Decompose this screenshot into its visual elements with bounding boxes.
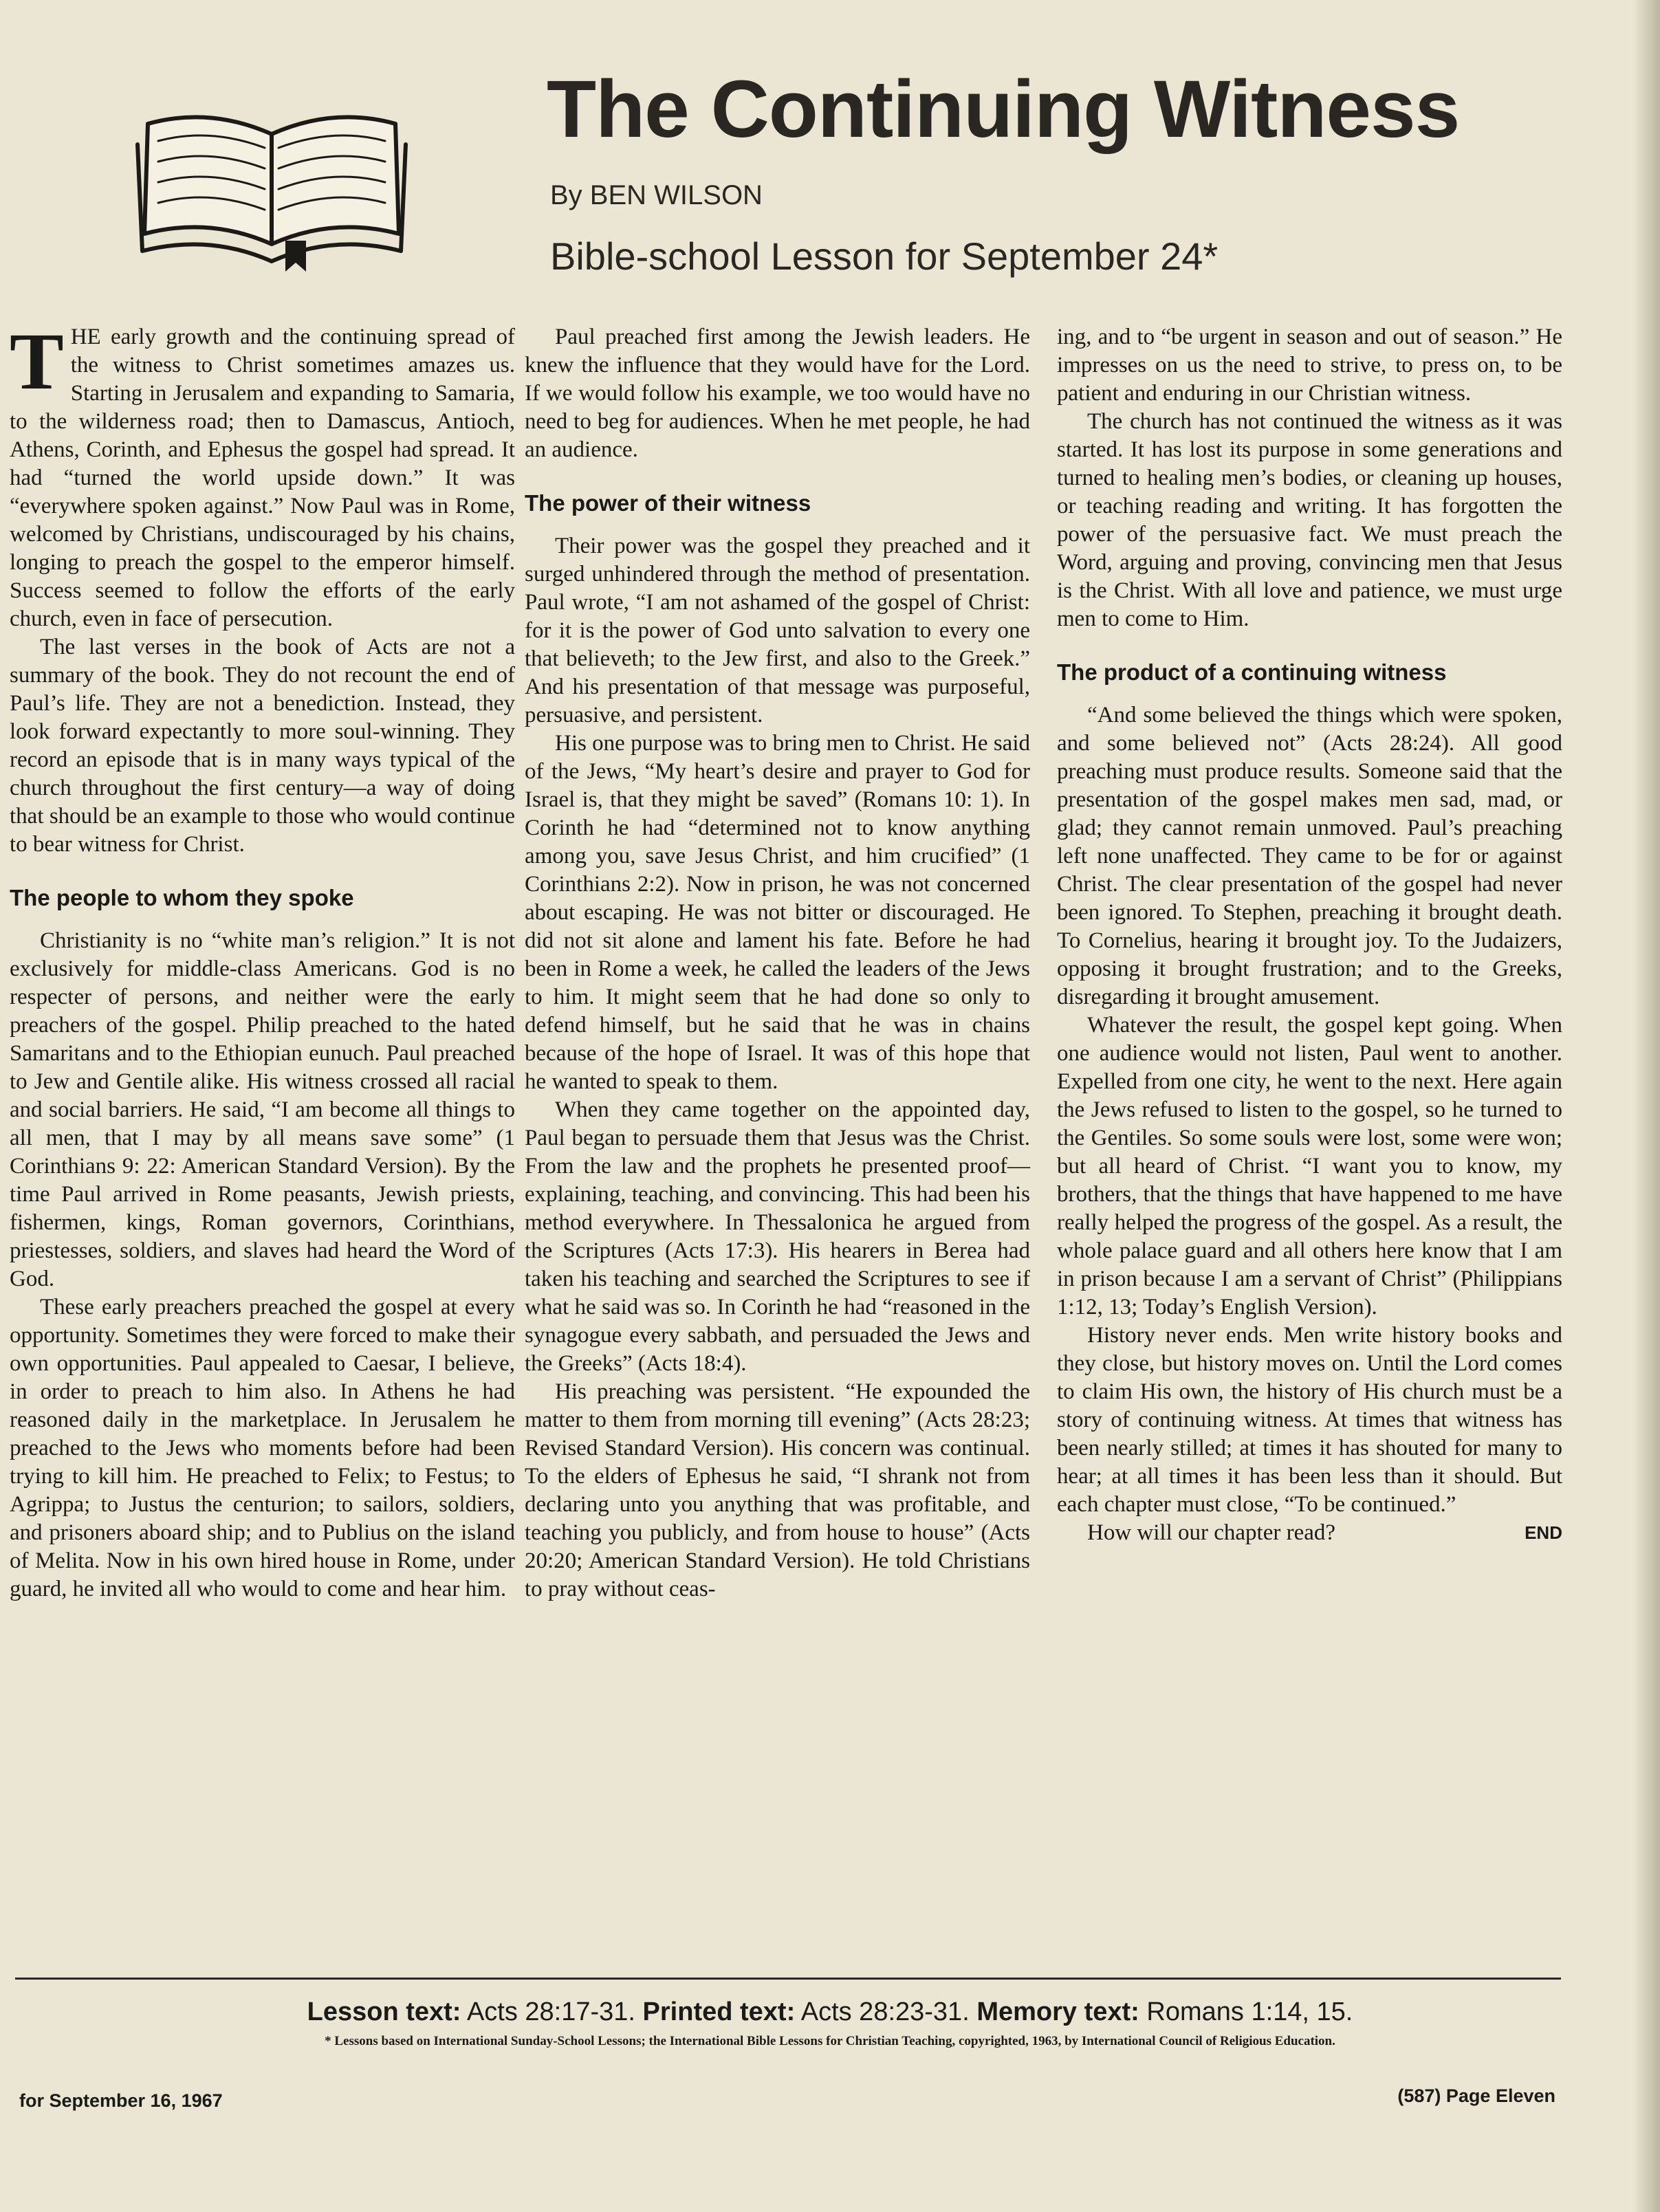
page-edge-shadow [1632, 0, 1660, 2212]
paragraph: His one purpose was to bring men to Christ. He said of the Jews, “My heart’s desire and prayer to God for Israel is, that they might be saved” (Romans 10: 1). In Corinth he had “determined not to know anything among you, save Jesus Christ, and him crucified” (1 Corinthians 2:2). Now in prison, he was not concerned about escaping. He was not bitter or discouraged. He did not sit alone and lament his fate. Before he had been in Rome a week, he called the leaders of the Jews to him. It might seem that he had done so only to defend himself, but he said that he was in chains because of the hope of Israel. It was of this hope that he wanted to speak to them. [525, 731, 1030, 1094]
drop-cap: T [10, 316, 64, 406]
divider-rule [15, 1978, 1561, 1980]
paragraph: THE early growth and the continuing spread of the witness to Christ sometimes amazes us. Starting in Jerusalem and expanding to Samaria, to the wilderness road; then to Damascus, Antioch, Athens, Corinth, and Ephesus the gospel had spread. It had “turned the world upside down.” It was “everywhere spoken against.” Now Paul was in Rome, welcomed by Christians, undiscouraged by his chains, longing to preach the gospel to the emperor himself. Success seemed to follow the efforts of the early church, even in face of persecution. [10, 316, 515, 631]
paragraph: “And some believed the things which were spoken, and some believed not” (Acts 28:24). All good preaching must produce results. Someone said that the presentation of the gospel makes men sad, mad, or glad; they cannot remain unmoved. Paul’s preaching left none unaffected. They came to be for or against Christ. The clear presentation of the gospel had never been ignored. To Stephen, preaching it brought death. To Cornelius, hearing it brought joy. To the Judaizers, opposing it brought frustration; and to the Greeks, disregarding it brought amusement. [1057, 703, 1562, 1009]
paragraph: The last verses in the book of Acts are not a summary of the book. They do not recount the end of Paul’s life. They are not a benediction. Instead, they look forward expectantly to more soul-winning. They record an episode that is in many ways typical of the church throughout the first century—a way of doing that should be an example to those who would continue to bear witness for Christ. [10, 635, 515, 857]
footnote: * Lessons based on International Sunday-School Lessons; the International Bible Lessons for Christian Teaching, copyrighted, 1963, by International Council of Religious Education. [325, 2034, 1335, 2048]
paragraph: These early preachers preached the gospel at every opportunity. Sometimes they were forced to make their own opportunities. Paul appealed to Caesar, I believe, in order to preach to him also. In Athens he had reasoned daily in the marketplace. In Jerusalem he preached to the Jews who moments before had been trying to kill him. He preached to Felix; to Festus; to Agrippa; to Justus the centurion; to sailors, soldiers, and prisoners aboard ship; and to Publius on the island of Melita. Now in his own hired house in Rome, under guard, he invited all who would to come and hear him. [10, 1295, 515, 1601]
paragraph: Christianity is no “white man’s religion.” It is not exclusively for middle-class Americans. God is no respecter of persons, and neither were the early preachers of the gospel. Philip preached to the hated Samaritans and to the Ethiopian eunuch. Paul preached to Jew and Gentile alike. His witness crossed all racial and social barriers. He said, “I am become all things to all men, that I may by all means save some” (1 Corinthians 9: 22: American Standard Version). By the time Paul arrived in Rome peasants, Jewish priests, fishermen, kings, Roman governors, Corinthians, priestesses, soldiers, and slaves had heard the Word of God. [10, 928, 515, 1291]
open-book-icon [134, 103, 409, 275]
column-3 [1057, 323, 1562, 1547]
paragraph: The church has not continued the witness as it was started. It has lost its purpose in some generations and turned to healing men’s bodies, or cleaning up houses, or teaching reading and writing. It has forgotten the power of the persuasive fact. We must preach the Word, arguing and proving, convincing men that Jesus is the Christ. With all love and patience, we must urge men to come to Him. [1057, 409, 1562, 631]
paragraph: Paul preached first among the Jewish leaders. He knew the influence that they would have for the Lord. If we would follow his example, we too would have no need to beg for audiences. When he met people, he had an audience. [525, 325, 1030, 462]
column-2 [525, 323, 1030, 1603]
issue-date: for September 16, 1967 [19, 2090, 223, 2111]
paragraph: History never ends. Men write history books and they close, but history moves on. Until the Lord comes to claim His own, the history of His church must be a story of continuing witness. At times that witness has been nearly stilled; at times it has shouted for many to hear; at all times it has been less than it should. But each chapter must close, “To be continued.” [1057, 1323, 1562, 1517]
article-title: The Continuing Witness [547, 64, 1460, 155]
paragraph: Their power was the gospel they preached and it surged unhindered through the method of presentation. Paul wrote, “I am not ashamed of the gospel of Christ: for it is the power of God unto salvation to every one that believeth; to the Jew first, and also to the Greek.” And his presentation of that message was purposeful, persuasive, and persistent. [525, 534, 1030, 727]
paragraph: Whatever the result, the gospel kept going. When one audience would not listen, Paul went to another. Expelled from one city, he went to the next. Here again the Jews refused to listen to the gospel, so he turned to the Gentiles. So some souls were lost, some were won; but all heard of Christ. “I want you to know, my brothers, that the things that have happened to me have really helped the progress of the gospel. As a result, the whole palace guard and all others here know that I am in prison because I am a servant of Christ” (Philippians 1:12, 13; Today’s English Version). [1057, 1013, 1562, 1319]
lesson-subtitle: Bible-school Lesson for September 24* [550, 234, 1219, 278]
page-number: (587) Page Eleven [1397, 2085, 1555, 2106]
lesson-text-line: Lesson text: Acts 28:17-31. Printed text: Acts 28:23-31. Memory text: Romans 1:14, 15. [307, 1997, 1353, 2026]
author-byline: By BEN WILSON [550, 180, 763, 210]
paragraph: His preaching was persistent. “He expounded the matter to them from morning till evening” (Acts 28:23; Revised Standard Version). His concern was continual. To the elders of Ephesus he said, “I shrank not from declaring unto you anything that was profitable, and teaching you publicly, and from house to house” (Acts 20:20; American Standard Version). He told Christians to pray without ceas- [525, 1379, 1030, 1601]
paragraph: ing, and to “be urgent in season and out of season.” He impresses on us the need to strive, to press on, to be patient and enduring in our Christian witness. [1057, 325, 1562, 406]
end-mark: END [1525, 1522, 1562, 1543]
section-heading: The product of a continuing witness [1057, 659, 1447, 685]
column-1 [10, 316, 515, 1603]
paragraph: When they came together on the appointed day, Paul began to persuade them that Jesus was the Christ. From the law and the prophets he presented proof—explaining, teaching, and convincing. This had been his method everywhere. In Thessalonica he argued from the Scriptures (Acts 17:3). His hearers in Berea had taken his teaching and searched the Scriptures to see if what he said was so. In Corinth he had “reasoned in the synagogue every sabbath, and persuaded the Jews and the Greeks” (Acts 18:4). [525, 1097, 1030, 1376]
section-heading: The people to whom they spoke [10, 885, 354, 910]
paragraph: How will our chapter read? END [1057, 1519, 1562, 1547]
section-heading: The power of their witness [525, 490, 811, 516]
